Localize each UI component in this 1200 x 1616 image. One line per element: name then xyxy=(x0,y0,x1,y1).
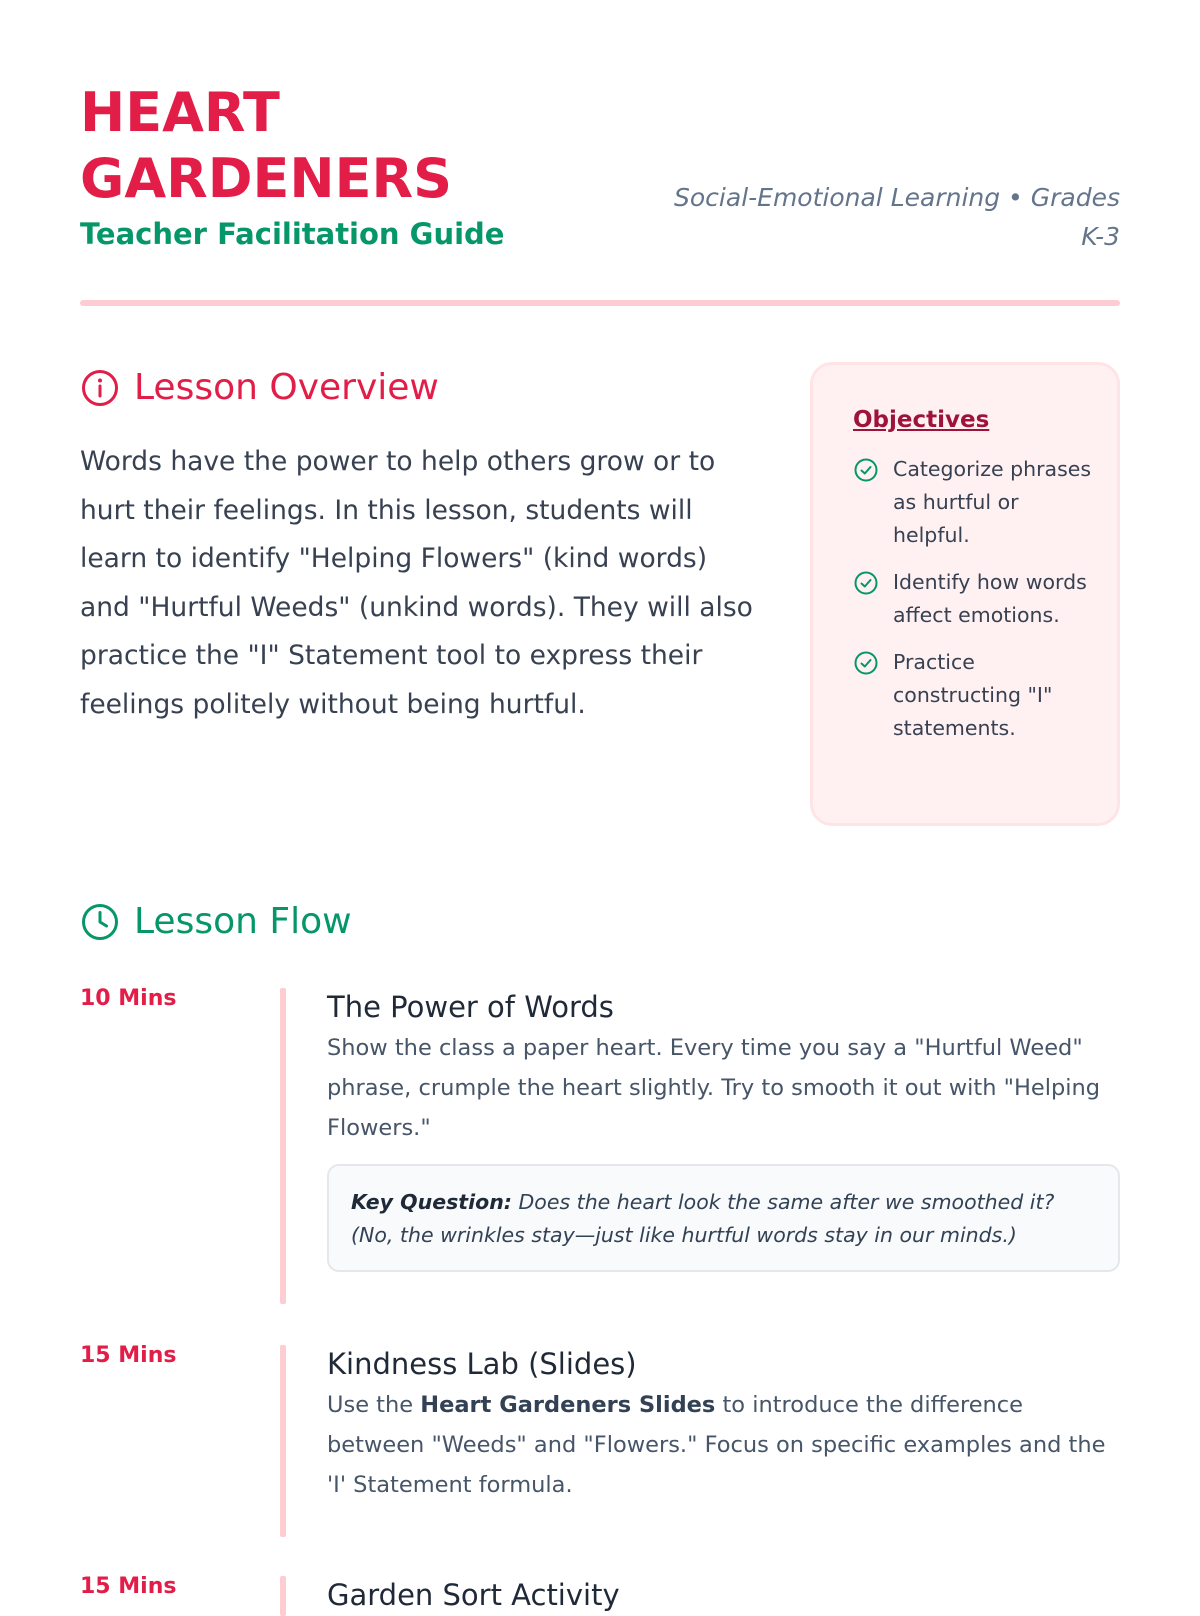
desc-post: to introduce the difference between "Weeds" and "Flowers." Focus on specific examples and the 'I' Statement formula. xyxy=(327,1392,1106,1498)
flow-step-kindness-lab xyxy=(80,1345,1120,1535)
flow-step-garden-sort xyxy=(80,1576,1120,1616)
header xyxy=(80,80,1120,250)
clock-icon xyxy=(80,902,120,942)
step-timeline-bar xyxy=(280,988,286,1304)
step-timeline-bar xyxy=(280,1345,286,1537)
step-body xyxy=(327,1345,1120,1505)
step-description xyxy=(327,1385,1120,1505)
step-body xyxy=(327,988,1120,1272)
step-title: The Power of Words xyxy=(327,990,614,1024)
objective-text: Categorize phrases as hurtful or helpful. xyxy=(893,457,1092,547)
step-description: Show the class a paper heart. Every time you say a "Hurtful Weed" phrase, crumple the heart slightly. Try to smooth it out with "Helping Flowers." xyxy=(327,1035,1101,1141)
step-duration: 10 Mins xyxy=(80,986,177,1011)
check-circle-icon xyxy=(853,457,879,483)
list-item xyxy=(853,566,1097,632)
header-divider xyxy=(80,300,1120,306)
flow-title: Lesson Flow xyxy=(134,901,352,942)
objectives-list xyxy=(853,453,1097,745)
step-duration: 15 Mins xyxy=(80,1343,177,1368)
subject-grade-meta: Social-Emotional Learning • Grades K-3 xyxy=(674,183,1120,251)
objective-text: Identify how words affect emotions. xyxy=(893,570,1087,627)
flow-heading xyxy=(80,900,352,944)
callout-label: Key Question: xyxy=(351,1190,512,1214)
flow-step-power-of-words xyxy=(80,988,1120,1308)
step-title: Kindness Lab (Slides) xyxy=(327,1347,637,1381)
objective-text: Practice constructing "I" statements. xyxy=(893,650,1053,740)
key-question-callout xyxy=(327,1164,1120,1272)
guide-page xyxy=(80,0,1120,1612)
overview-text: Words have the power to help others grow or to hurt their feelings. In this lesson, students will learn to identify "Helping Flowers" (kind words) and "Hurtful Weeds" (unkind words). They will also practice the "I" Statement tool to express their feelings politely without being hurtful. xyxy=(80,446,753,720)
list-item xyxy=(853,646,1097,745)
info-circle-icon xyxy=(80,368,120,408)
step-duration: 15 Mins xyxy=(80,1574,177,1599)
check-circle-icon xyxy=(853,570,879,596)
overview-title: Lesson Overview xyxy=(134,367,439,408)
objectives-card xyxy=(810,362,1120,826)
step-timeline-bar xyxy=(280,1576,286,1616)
overview-heading xyxy=(80,366,439,410)
step-title: Garden Sort Activity xyxy=(327,1578,620,1612)
slides-name: Heart Gardeners Slides xyxy=(420,1392,716,1418)
step-body xyxy=(327,1576,1120,1614)
callout-text: Does the heart look the same after we smoothed it? (No, the wrinkles stay—just like hurtful words stay in our minds.) xyxy=(351,1190,1055,1247)
desc-pre: Use the xyxy=(327,1392,421,1418)
page-title: HEART GARDENERS xyxy=(80,81,452,210)
objectives-title: Objectives xyxy=(853,407,990,433)
page-subtitle: Teacher Facilitation Guide xyxy=(80,217,505,251)
check-circle-icon xyxy=(853,650,879,676)
list-item xyxy=(853,453,1097,552)
